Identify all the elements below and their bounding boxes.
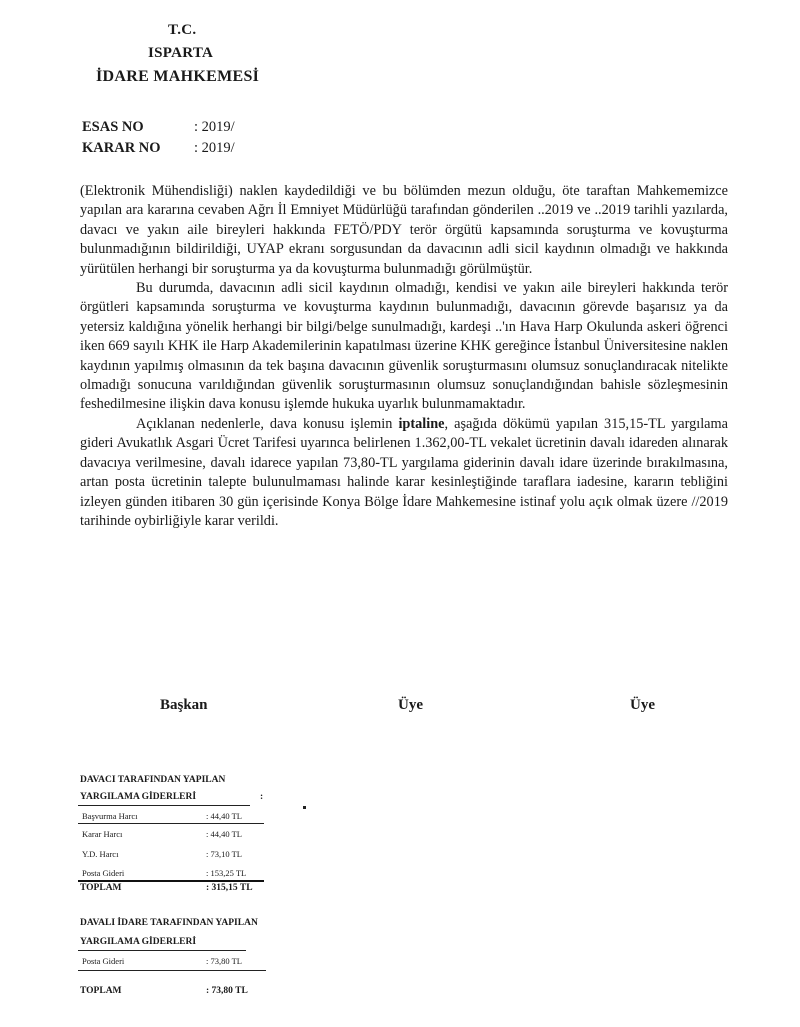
cost-label: Posta Gideri: [82, 956, 125, 966]
esas-no-label: ESAS NO: [82, 119, 144, 135]
city-heading: ISPARTA: [148, 45, 214, 61]
karar-no-value: : 2019/: [194, 140, 235, 156]
paragraph-findings: (Elektronik Mühendisliği) naklen kaydedildiği ve bu bölümden mezun olduğu, öte taraftan Mahkememizce yapılan ara kararına cevaben Ağrı İl Emniyet Müdürlüğü tarafından gönderilen ..2019 ve ..2019 tarihli yazılarda, davacı ve yakın aile bireyleri hakkında FETÖ/PDY terör örgütü kapsamında soruşturma ve kovuşturma bulunmadığının bildirildiği, UYAP ekranı sorgusundan da davacının adli sicil kaydının olmadığı ve hakkında yürütülen herhangi bir soruşturma ya da kovuşturma bulunmadığı görülmüştür.: [80, 183, 728, 277]
court-heading: İDARE MAHKEMESİ: [96, 68, 260, 85]
defendant-total-label: TOPLAM: [80, 986, 122, 996]
cost-label: Posta Gideri: [82, 868, 125, 878]
cost-value: : 153,25 TL: [206, 868, 247, 878]
judgment-bold-iptaline: iptaline: [398, 415, 445, 432]
plaintiff-costs-colon: :: [260, 792, 264, 802]
cost-label: Karar Harcı: [82, 829, 123, 839]
judgment-text-a: Açıklanan nedenlerle, dava konusu işlemin: [136, 415, 399, 432]
cost-value: : 73,80 TL: [206, 956, 242, 966]
signature-uye-1: Üye: [398, 697, 423, 713]
plaintiff-total-label: TOPLAM: [80, 883, 122, 893]
divider: [78, 970, 266, 971]
paragraph-judgment: [80, 415, 728, 531]
cost-value: : 44,40 TL: [206, 811, 242, 821]
cost-value: : 44,40 TL: [206, 829, 242, 839]
karar-no-row: [82, 140, 235, 157]
total-divider: [78, 880, 264, 882]
signature-uye-2: Üye: [630, 697, 655, 713]
defendant-costs-title-1: DAVALI İDARE TARAFINDAN YAPILAN: [80, 918, 258, 928]
defendant-total-value: : 73,80 TL: [206, 986, 248, 996]
esas-no-row: [82, 119, 235, 136]
decision-body: [80, 182, 728, 531]
defendant-costs-title-2: YARGILAMA GİDERLERİ: [80, 937, 197, 947]
plaintiff-costs-title-1: DAVACI TARAFINDAN YAPILAN: [80, 775, 226, 785]
divider: [78, 950, 246, 951]
judgment-text-b: , aşağıda dökümü yapılan 315,15-TL yargılama gideri Avukatlık Asgari Ücret Tarifesi uyarınca belirlenen 1.362,00-TL vekalet ücretinin davalı idareden alınarak davacıya verilmesine, davalı idarece yapılan 73,80-TL yargılama giderinin davalı idare üzerinde bırakılmasına, artan posta ücretinin talepte bulunulmaması halinde karar kesinleştiğinde taraflara iadesine, kararın tebliğini izleyen günden itibaren 30 gün içerisinde Konya Bölge İdare Mahkemesine istinaf yolu açık olmak üzere //2019 tarihinde oybirliğiyle karar verildi.: [80, 415, 728, 529]
cost-label: Y.D. Harcı: [82, 849, 119, 859]
cost-label: Başvurma Harcı: [82, 811, 138, 821]
divider: [78, 823, 264, 824]
plaintiff-costs-title-2: YARGILAMA GİDERLERİ: [80, 792, 197, 802]
stray-mark: [303, 806, 306, 809]
signature-baskan: Başkan: [160, 697, 208, 713]
cost-value: : 73,10 TL: [206, 849, 242, 859]
karar-no-label: KARAR NO: [82, 140, 161, 156]
divider: [78, 805, 250, 806]
tc-heading: T.C.: [168, 22, 197, 38]
plaintiff-total-value: : 315,15 TL: [206, 883, 253, 893]
paragraph-assessment: Bu durumda, davacının adli sicil kaydının olmadığı, kendisi ve yakın aile bireyleri hakkında terör örgütleri kapsamında soruşturma ve kovuşturma kaydının bulunmadığı, davacının görevde başarısız ya da yetersiz kaldığına yönelik herhangi bir bilgi/belge sunulmadığı, kardeşi ..'ın Hava Harp Okulunda askeri öğrenci iken 669 sayılı KHK ile Harp Akademilerinin kapatılması üzerine KHK gereğince İstanbul Üniversitesine naklen kaydının yapılmış olmasının da tek başına davacının güvenlik soruşturmasını olumsuz sonuçlandıracak nitelikte olmadığı sonucuna varıldığından güvenlik soruşturmasının olumsuz sonuçlandığından bahisle sözleşmesinin feshedilmesine ilişkin dava konusu işlemde hukuka uyarlık bulunmamaktadır.: [80, 280, 728, 413]
esas-no-value: : 2019/: [194, 119, 235, 135]
